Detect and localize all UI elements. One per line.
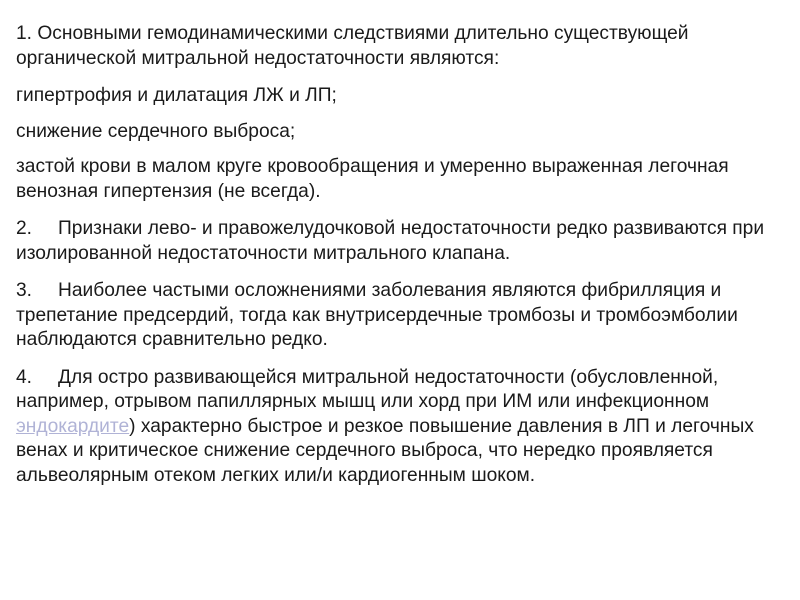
paragraph-3 bbox=[16, 120, 786, 145]
paragraph-6-text: Наиболее частыми осложнениями заболевания являются фибрилляция и трепетание предсердий, тогда как внутрисердечные тромбозы и тромбоэмболии наблюдаются сравнительно редко. bbox=[16, 280, 738, 350]
paragraph-5-text: Признаки лево- и правожелудочковой недостаточности редко развиваются при изолированной недостаточности митрального клапана. bbox=[16, 218, 765, 264]
paragraph-7-text-after: ) характерно быстрое и резкое повышение давления в ЛП и легочных венах и критическое снижение сердечного выброса, что нередко проявляется альвеолярным отеком легких или/и кардиогенным шоком. bbox=[16, 415, 754, 486]
paragraph-7 bbox=[16, 366, 786, 489]
paragraph-4 bbox=[16, 155, 786, 204]
paragraph-6-number: 3. bbox=[16, 280, 33, 301]
paragraph-5-number: 2. bbox=[16, 218, 33, 239]
endocarditis-link[interactable]: эндокардите bbox=[16, 415, 130, 437]
paragraph-1 bbox=[16, 22, 786, 71]
paragraph-7-number: 4. bbox=[16, 366, 33, 388]
paragraph-3-text: снижение сердечного выброса; bbox=[16, 120, 296, 142]
slide-content bbox=[16, 22, 786, 501]
paragraph-5 bbox=[16, 217, 786, 266]
paragraph-7-text-before: Для остро развивающейся митральной недостаточности (обусловленной, например, отрывом папиллярных мышц или хорд при ИМ или инфекционном bbox=[16, 366, 719, 412]
paragraph-2 bbox=[16, 84, 786, 109]
paragraph-6 bbox=[16, 279, 786, 353]
paragraph-1-text: 1. Основными гемодинамическими следствиями длительно существующей органической митральной недостаточности являются: bbox=[16, 23, 689, 69]
paragraph-4-text: застой крови в малом круге кровообращения и умеренно выраженная легочная венозная гипертензия (не всегда). bbox=[16, 156, 729, 202]
paragraph-2-text: гипертрофия и дилатация ЛЖ и ЛП; bbox=[16, 85, 337, 106]
